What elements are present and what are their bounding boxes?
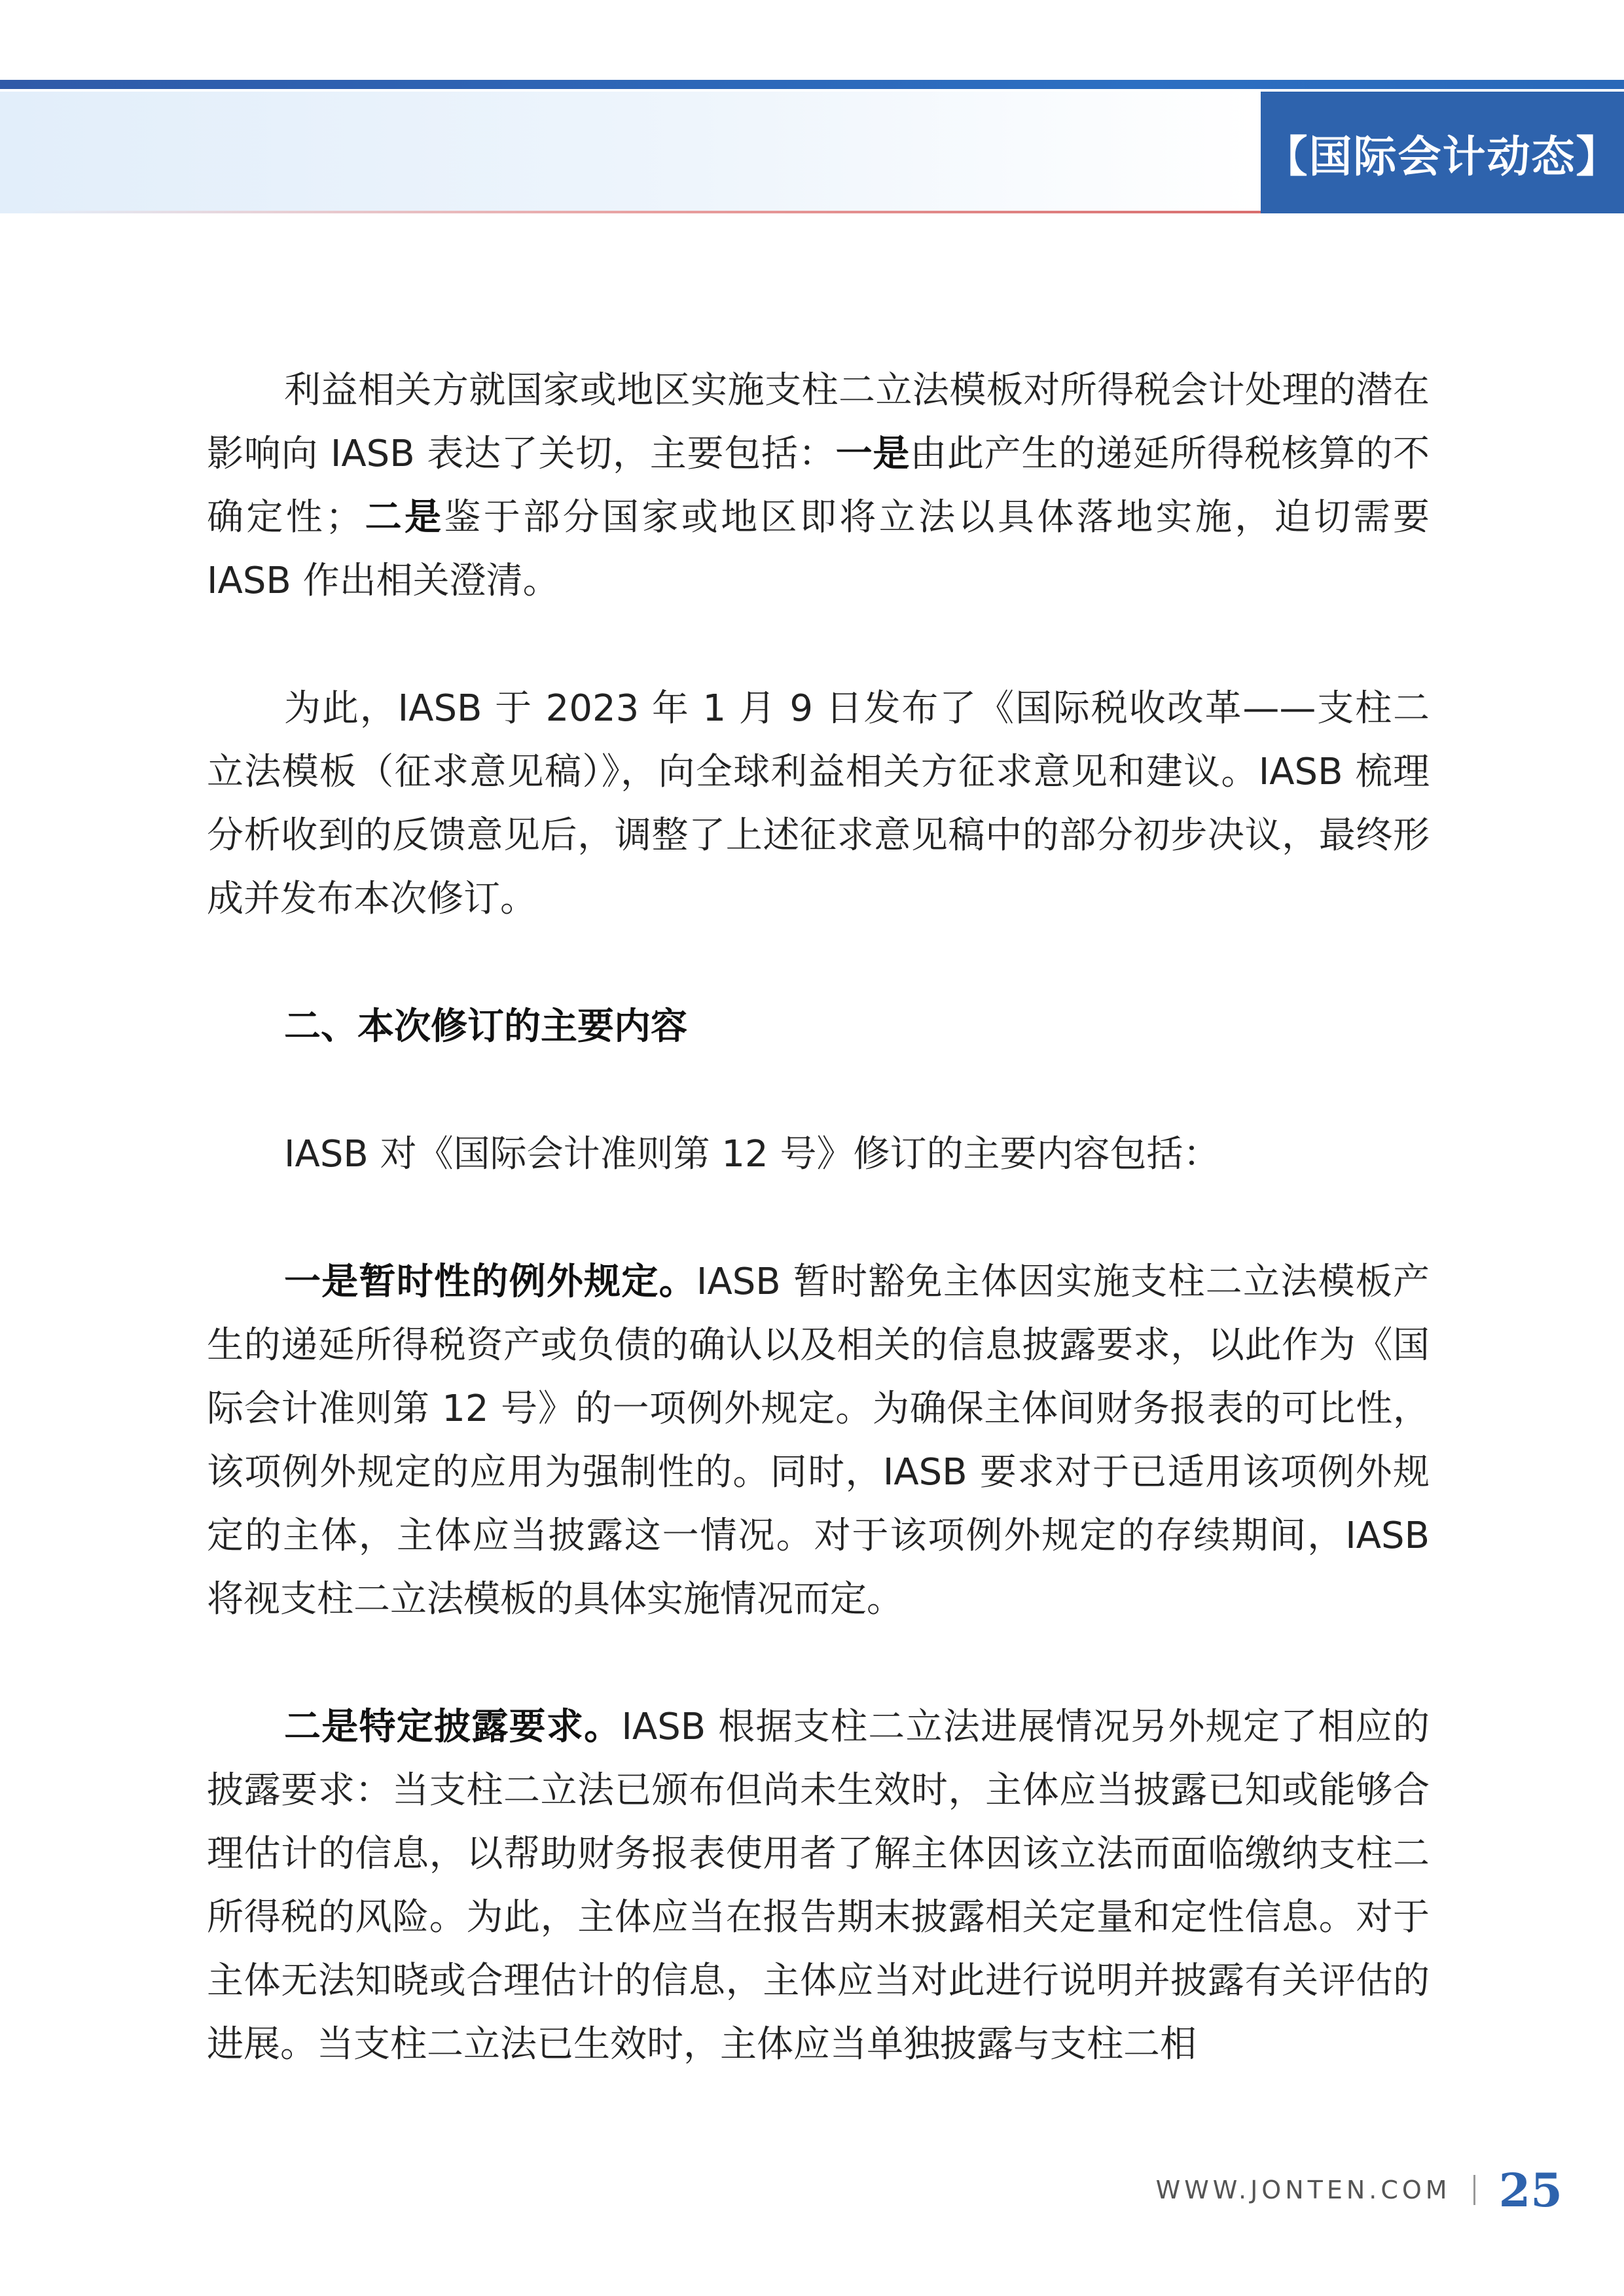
text-segment: 鉴于部分国家或地区即将立法以具体落地实施，迫切需要 IASB 作出相关澄清。 [207, 496, 1430, 602]
paragraph-exposure-draft: 为此，IASB 于 2023 年 1 月 9 日发布了《国际税收改革——支柱二立法模板（征求意见稿）》，向全球利益相关方征求意见和建议。IASB 梳理分析收到的反馈意见后，调整了上述征求意见稿中的部分初步决议，最终形成并发布本次修订。 [207, 687, 1430, 920]
header-band [0, 92, 1255, 213]
website-url: WWW.JONTEN.COM [1155, 2176, 1451, 2204]
header-underline [26, 211, 1263, 213]
section-label: 【国际会计动态】 [1264, 131, 1621, 182]
section-label-box [1261, 92, 1624, 213]
text-segment: 由此产生的递延所得税核算的不确定性； [207, 433, 1430, 539]
bold-lead-in: 二是特定披露要求。 [284, 1706, 622, 1748]
text-segment: IASB 暂时豁免主体因实施支柱二立法模板产生的递延所得税资产或负债的确认以及相关的信息披露要求，以此作为《国际会计准则第 12 号》的一项例外规定。为确保主体间财务报表的可比性，该项例外规定的应用为强制性的。同时，IASB 要求对于已适用该项例外规定的主体，主体应当披露这一情况。对于该项例外规定的存续期间，IASB 将视支柱二立法模板的具体实施情况而定。 [207, 1261, 1430, 1621]
text-segment: 利益相关方就国家或地区实施支柱二立法模板对所得税会计处理的潜在影响向 IASB 表达了关切，主要包括： [207, 369, 1430, 475]
bold-lead-in: 一是暂时性的例外规定。 [284, 1261, 696, 1303]
page-number: 25 [1498, 2162, 1562, 2217]
header-top-line [0, 80, 1624, 89]
text-segment: IASB 根据支柱二立法进展情况另外规定了相应的披露要求：当支柱二立法已颁布但尚未生效时，主体应当披露已知或能够合理估计的信息，以帮助财务报表使用者了解主体因该立法而面临缴纳支柱二所得税的风险。为此，主体应当在报告期末披露相关定量和定性信息。对于主体无法知晓或合理估计的信息，主体应当对此进行说明并披露有关评估的进展。当支柱二立法已生效时，主体应当单独披露与支柱二相 [207, 1706, 1430, 2066]
paragraph-temporary-exception [207, 1250, 1430, 1631]
page-footer [1156, 2157, 1562, 2223]
bold-marker-two: 二是 [362, 496, 444, 539]
paragraph-intro: IASB 对《国际会计准则第 12 号》修订的主要内容包括： [284, 1133, 1220, 1175]
footer-divider [1473, 2175, 1475, 2205]
section-heading: 二、本次修订的主要内容 [284, 1005, 687, 1048]
paragraph-concerns [207, 359, 1430, 613]
article-body [207, 359, 1430, 2140]
paragraph-disclosure-requirements [207, 1695, 1430, 2076]
bold-marker-one: 一是 [835, 433, 911, 475]
